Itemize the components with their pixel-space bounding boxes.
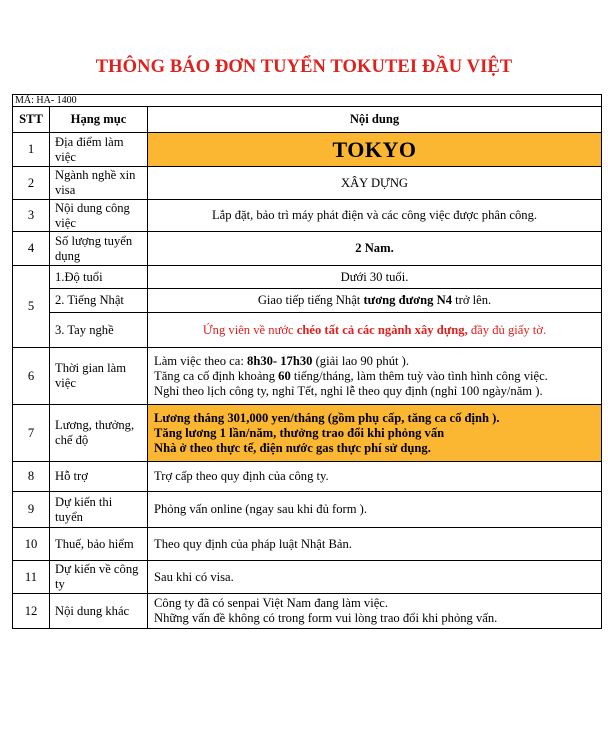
row-category: Lương, thưởng, chế độ xyxy=(50,405,148,462)
row-number: 10 xyxy=(13,528,50,561)
working-hours xyxy=(148,348,602,405)
header-stt: STT xyxy=(13,107,50,133)
row-number: 4 xyxy=(13,232,50,266)
table-row xyxy=(13,594,602,629)
row-category: Số lượng tuyển dụng xyxy=(50,232,148,266)
row-category: Hỗ trợ xyxy=(50,462,148,492)
row-number: 5 xyxy=(13,266,50,348)
japanese-requirement: Giao tiếp tiếng Nhật tương đương N4 trở lên. xyxy=(148,289,602,313)
headcount: 2 Nam. xyxy=(148,232,602,266)
row-category: 1.Độ tuổi xyxy=(50,266,148,289)
row-number: 8 xyxy=(13,462,50,492)
raise-line: Tăng lương 1 lần/năm, thưởng trao đổi khi phỏng vấn xyxy=(154,425,445,440)
header-row xyxy=(13,107,602,133)
row-category: Thời gian làm việc xyxy=(50,348,148,405)
table-row xyxy=(13,462,602,492)
code-row xyxy=(13,95,602,107)
row-number: 6 xyxy=(13,348,50,405)
arrival-content: Sau khi có visa. xyxy=(148,561,602,594)
header-category: Hạng mục xyxy=(50,107,148,133)
row-number: 9 xyxy=(13,492,50,528)
visa-field: XÂY DỰNG xyxy=(148,167,602,200)
job-table xyxy=(12,94,602,629)
table-row xyxy=(13,232,602,266)
exam-content: Phỏng vấn online (ngay sau khi đủ form ). xyxy=(148,492,602,528)
row-category: Dự kiến thi tuyển xyxy=(50,492,148,528)
overtime-line: Tăng ca cố định khoảng 60 tiếng/tháng, làm thêm tuỳ vào tình hình công việc. xyxy=(154,368,548,383)
holiday-line: Nghỉ theo lịch công ty, nghỉ Tết, nghỉ lễ theo quy định (nghỉ 100 ngày/năm ). xyxy=(154,383,543,398)
row-category: 2. Tiếng Nhật xyxy=(50,289,148,313)
row-number: 12 xyxy=(13,594,50,629)
table-row xyxy=(13,200,602,232)
job-description: Lắp đặt, bảo trì máy phát điện và các công việc được phân công. xyxy=(148,200,602,232)
table-row xyxy=(13,492,602,528)
row-number: 2 xyxy=(13,167,50,200)
row-category: Nội dung công việc xyxy=(50,200,148,232)
row-category: 3. Tay nghề xyxy=(50,313,148,348)
housing-line: Nhà ở theo thực tế, điện nước gas thực phí sử dụng. xyxy=(154,440,431,455)
table-row xyxy=(13,133,602,167)
table-row xyxy=(13,289,602,313)
support-content: Trợ cấp theo quy định của công ty. xyxy=(148,462,602,492)
row-category: Địa điểm làm việc xyxy=(50,133,148,167)
row-number: 7 xyxy=(13,405,50,462)
document-title: THÔNG BÁO ĐƠN TUYỂN TOKUTEI ĐẦU VIỆT xyxy=(95,57,513,77)
table-row xyxy=(13,348,602,405)
row-category: Thuế, bảo hiểm xyxy=(50,528,148,561)
row-category: Ngành nghề xin visa xyxy=(50,167,148,200)
interview-note-line: Những vấn đề không có trong form vui lòng trao đổi khi phỏng vấn. xyxy=(154,611,498,625)
table-row xyxy=(13,528,602,561)
age-requirement: Dưới 30 tuổi. xyxy=(148,266,602,289)
row-number: 1 xyxy=(13,133,50,167)
row-number: 3 xyxy=(13,200,50,232)
work-location: TOKYO xyxy=(148,133,602,167)
senpai-line: Công ty đã có senpai Việt Nam đang làm việc. xyxy=(154,596,389,610)
skill-requirement: Ứng viên về nước chéo tất cả các ngành xây dựng, đầy đủ giấy tờ. xyxy=(148,313,602,348)
job-code: MÃ: HA- 1400 xyxy=(13,95,602,107)
header-content: Nội dung xyxy=(148,107,602,133)
table-row xyxy=(13,405,602,462)
table-row xyxy=(13,167,602,200)
row-category: Nội dung khác xyxy=(50,594,148,629)
table-row xyxy=(13,561,602,594)
salary-line: Lương tháng 301,000 yen/tháng (gồm phụ cấp, tăng ca cố định ). xyxy=(154,410,500,425)
row-number: 11 xyxy=(13,561,50,594)
row-category: Dự kiến về công ty xyxy=(50,561,148,594)
salary-benefits xyxy=(148,405,602,462)
tax-content: Theo quy định của pháp luật Nhật Bản. xyxy=(148,528,602,561)
hours-line: Làm việc theo ca: 8h30- 17h30 (giải lao 90 phút ). xyxy=(154,353,409,368)
other-content xyxy=(148,594,602,629)
table-row xyxy=(13,313,602,348)
table-row xyxy=(13,266,602,289)
